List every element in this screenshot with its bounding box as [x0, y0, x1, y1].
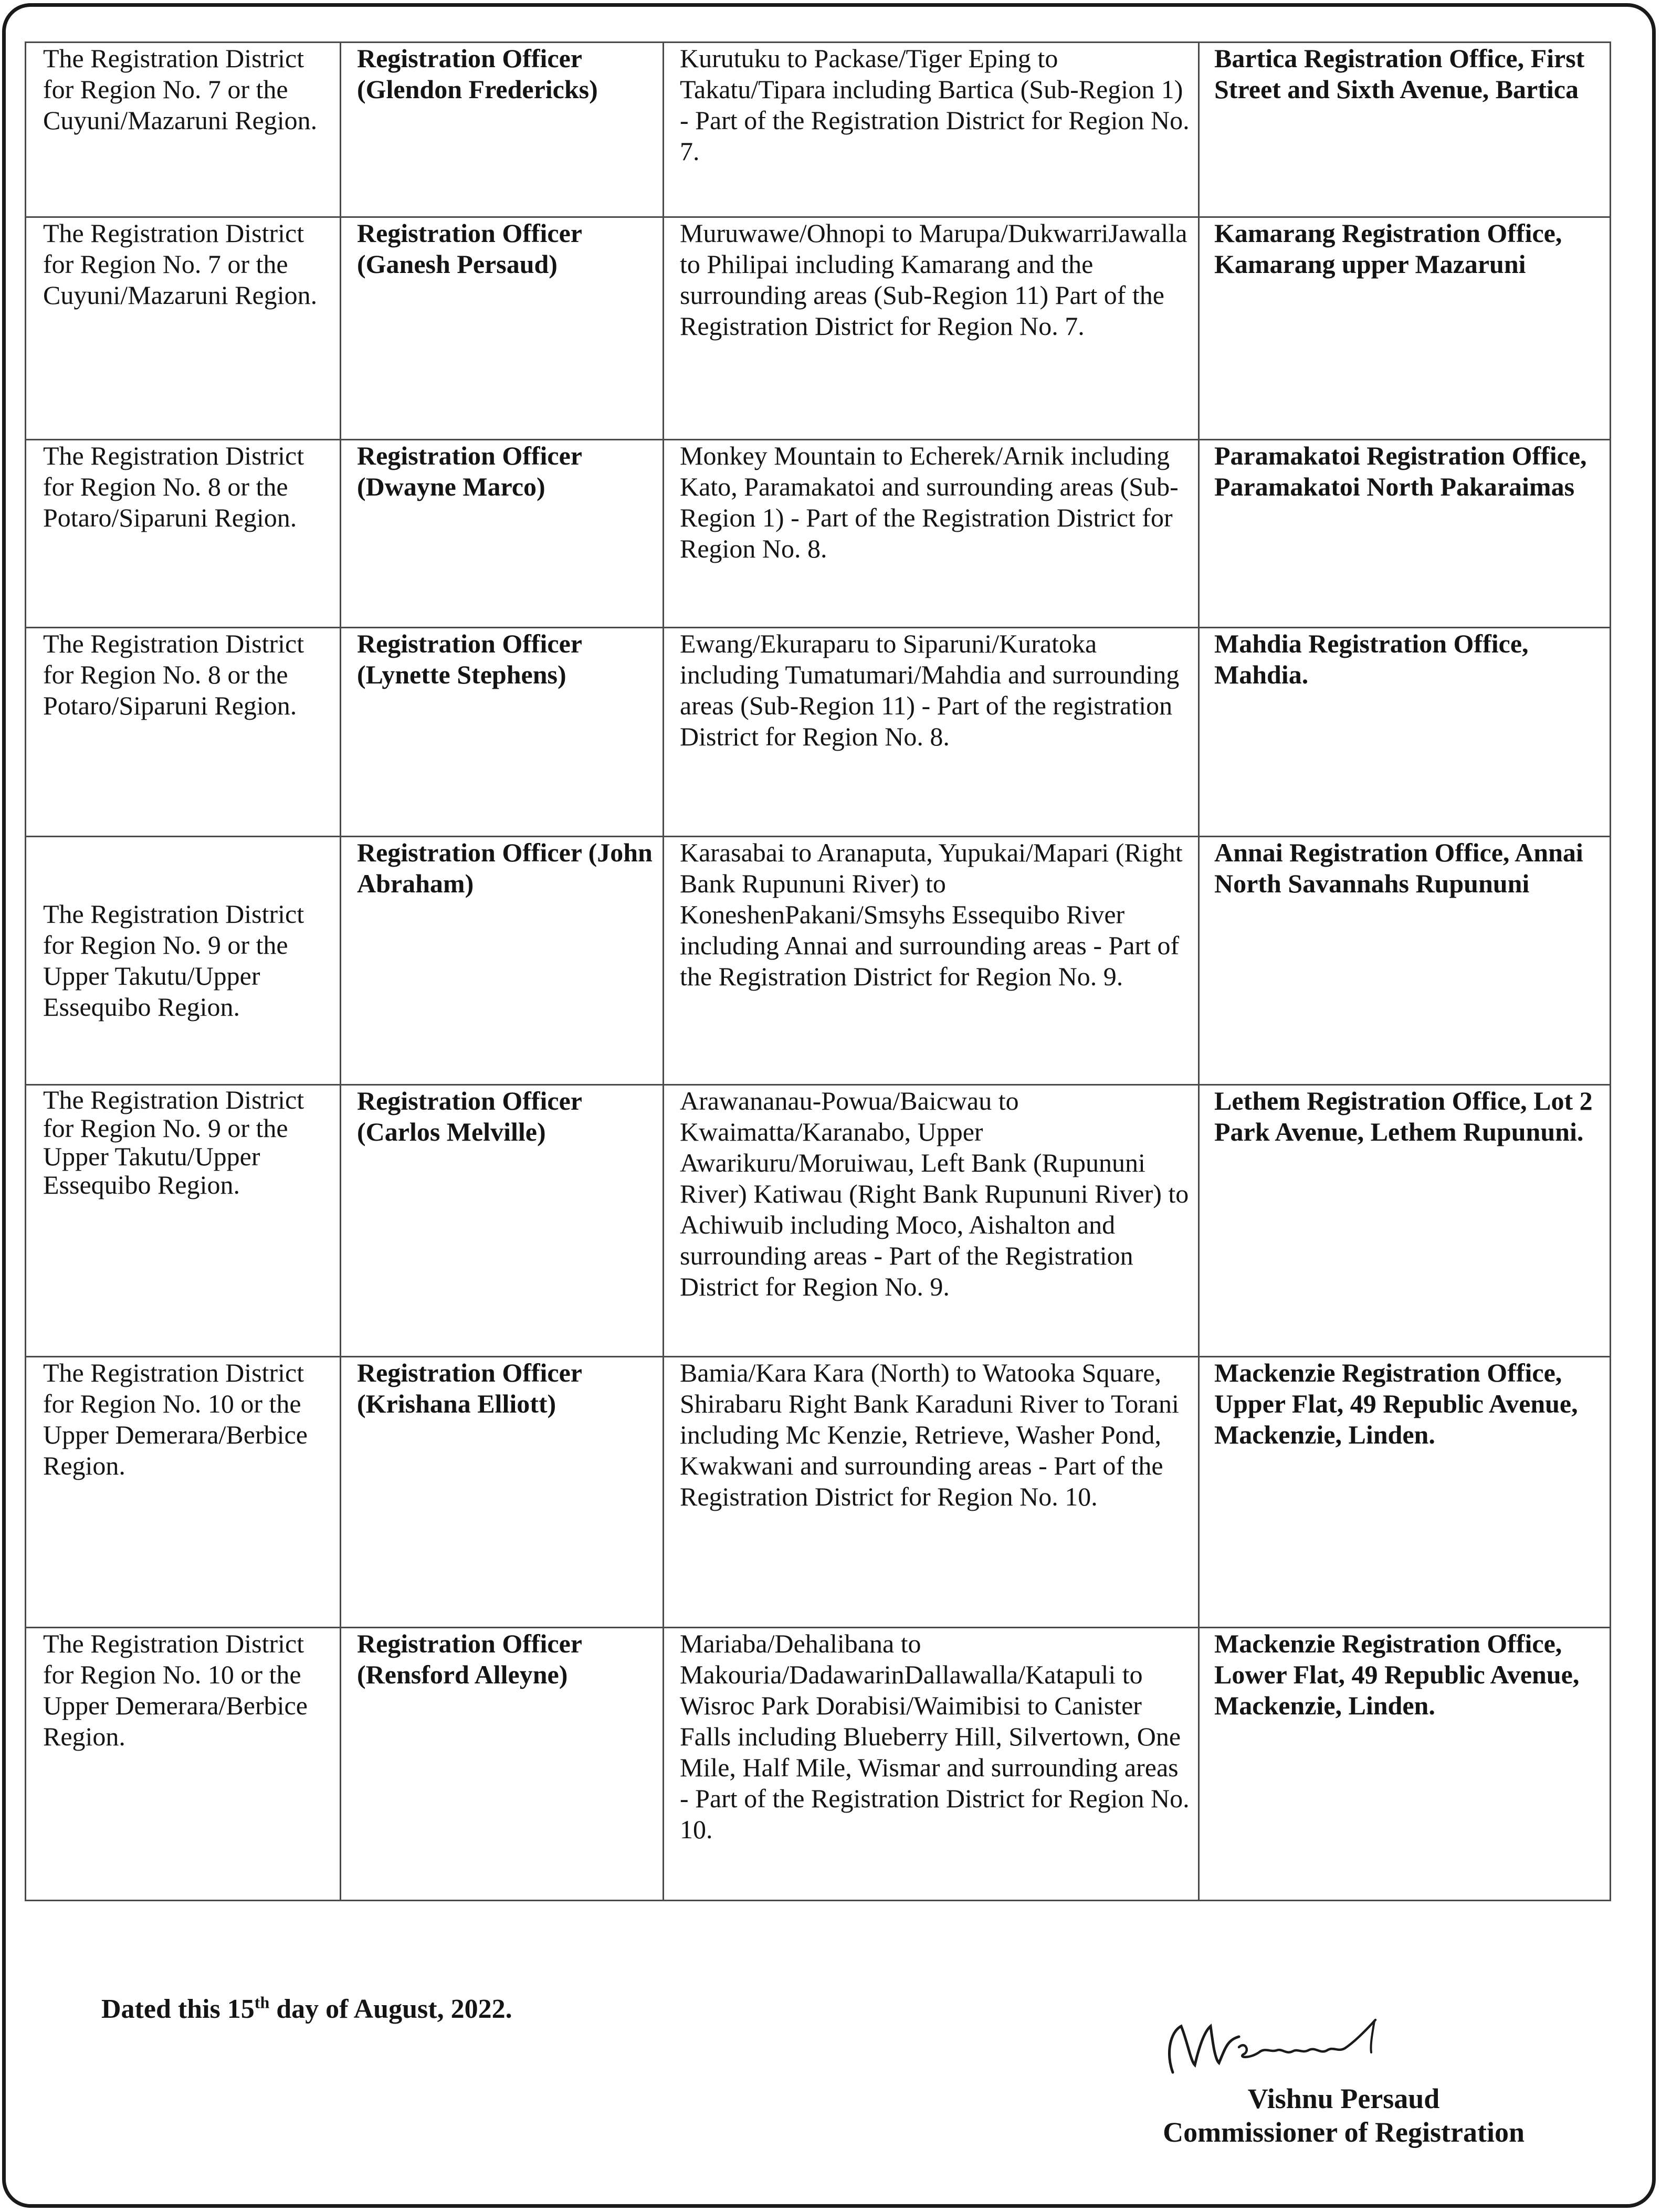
signer-title: Commissioner of Registration [1163, 2116, 1525, 2148]
area-cell: Arawananau-Powua/Baicwau to Kwaimatta/Karanabo, Upper Awarikuru/Moruiwau, Left Bank (Rupununi River) Katiwau (Right Bank Rupununi River) to Achiwuib including Moco, Aishalton and surrounding areas - Part of the Registration District for Region No. 9. [664, 1085, 1199, 1357]
area-cell: Muruwawe/Ohnopi to Marupa/DukwarriJawalla to Philipai including Kamarang and the surrounding areas (Sub-Region 11) Part of the Registration District for Region No. 7. [664, 217, 1199, 440]
district-cell: The Registration District for Region No. 9 or the Upper Takutu/Upper Essequibo Region. [26, 1085, 341, 1357]
officer-cell: Registration Officer (Krishana Elliott) [341, 1357, 664, 1628]
table-row [26, 1085, 1611, 1357]
officer-cell: Registration Officer (Dwayne Marco) [341, 440, 664, 628]
district-cell: The Registration District for Region No. 10 or the Upper Demerara/Berbice Region. [26, 1628, 341, 1901]
officer-cell: Registration Officer (Ganesh Persaud) [341, 217, 664, 440]
district-cell: The Registration District for Region No. 7 or the Cuyuni/Mazaruni Region. [26, 43, 341, 217]
officer-cell: Registration Officer (John Abraham) [341, 837, 664, 1085]
table-row [26, 1357, 1611, 1628]
signer-name: Vishnu Persaud [1247, 2083, 1440, 2114]
table-row [26, 628, 1611, 837]
district-cell: The Registration District for Region No. 7 or the Cuyuni/Mazaruni Region. [26, 217, 341, 440]
area-cell: Kurutuku to Packase/Tiger Eping to Takatu/Tipara including Bartica (Sub-Region 1) - Part of the Registration District for Region No. 7. [664, 43, 1199, 217]
area-cell: Karasabai to Aranaputa, Yupukai/Mapari (Right Bank Rupununi River) to KoneshenPakani/Smsyhs Essequibo River including Annai and surrounding areas - Part of the Registration District for Region No. 9. [664, 837, 1199, 1085]
table-row [26, 217, 1611, 440]
area-cell: Mariaba/Dehalibana to Makouria/DadawarinDallawalla/Katapuli to Wisroc Park Dorabisi/Waimibisi to Canister Falls including Blueberry Hill, Silvertown, One Mile, Half Mile, Wismar and surrounding areas - Part of the Registration District for Region No. 10. [664, 1628, 1199, 1901]
signer-block [1163, 2082, 1525, 2149]
office-cell: Kamarang Registration Office, Kamarang upper Mazaruni [1199, 217, 1611, 440]
signature-image [1160, 2010, 1433, 2079]
area-cell: Bamia/Kara Kara (North) to Watooka Square, Shirabaru Right Bank Karaduni River to Torani including Mc Kenzie, Retrieve, Washer Pond, Kwakwani and surrounding areas - Part of the Registration District for Region No. 10. [664, 1357, 1199, 1628]
area-cell: Ewang/Ekuraparu to Siparuni/Kuratoka including Tumatumari/Mahdia and surrounding areas (Sub-Region 11) - Part of the registration District for Region No. 8. [664, 628, 1199, 837]
office-cell: Mackenzie Registration Office, Lower Flat, 49 Republic Avenue, Mackenzie, Linden. [1199, 1628, 1611, 1901]
office-cell: Mahdia Registration Office, Mahdia. [1199, 628, 1611, 837]
office-cell: Lethem Registration Office, Lot 2 Park Avenue, Lethem Rupununi. [1199, 1085, 1611, 1357]
officer-cell: Registration Officer (Glendon Fredericks) [341, 43, 664, 217]
officer-cell: Registration Officer (Rensford Alleyne) [341, 1628, 664, 1901]
district-cell: The Registration District for Region No. 8 or the Potaro/Siparuni Region. [26, 628, 341, 837]
table-row [26, 837, 1611, 1085]
table-row [26, 43, 1611, 217]
district-cell: The Registration District for Region No. 10 or the Upper Demerara/Berbice Region. [26, 1357, 341, 1628]
district-cell: The Registration District for Region No. 9 or the Upper Takutu/Upper Essequibo Region. [26, 837, 341, 1085]
district-cell: The Registration District for Region No. 8 or the Potaro/Siparuni Region. [26, 440, 341, 628]
office-cell: Annai Registration Office, Annai North Savannahs Rupununi [1199, 837, 1611, 1085]
dated-line: Dated this 15th day of August, 2022. [101, 1993, 512, 2024]
officer-cell: Registration Officer (Lynette Stephens) [341, 628, 664, 837]
table-row [26, 1628, 1611, 1901]
table-row [26, 440, 1611, 628]
office-cell: Mackenzie Registration Office, Upper Flat, 49 Republic Avenue, Mackenzie, Linden. [1199, 1357, 1611, 1628]
office-cell: Bartica Registration Office, First Street and Sixth Avenue, Bartica [1199, 43, 1611, 217]
officer-cell: Registration Officer (Carlos Melville) [341, 1085, 664, 1357]
registration-table [25, 41, 1611, 1901]
office-cell: Paramakatoi Registration Office, Paramakatoi North Pakaraimas [1199, 440, 1611, 628]
area-cell: Monkey Mountain to Echerek/Arnik including Kato, Paramakatoi and surrounding areas (Sub-Region 1) - Part of the Registration District for Region No. 8. [664, 440, 1199, 628]
